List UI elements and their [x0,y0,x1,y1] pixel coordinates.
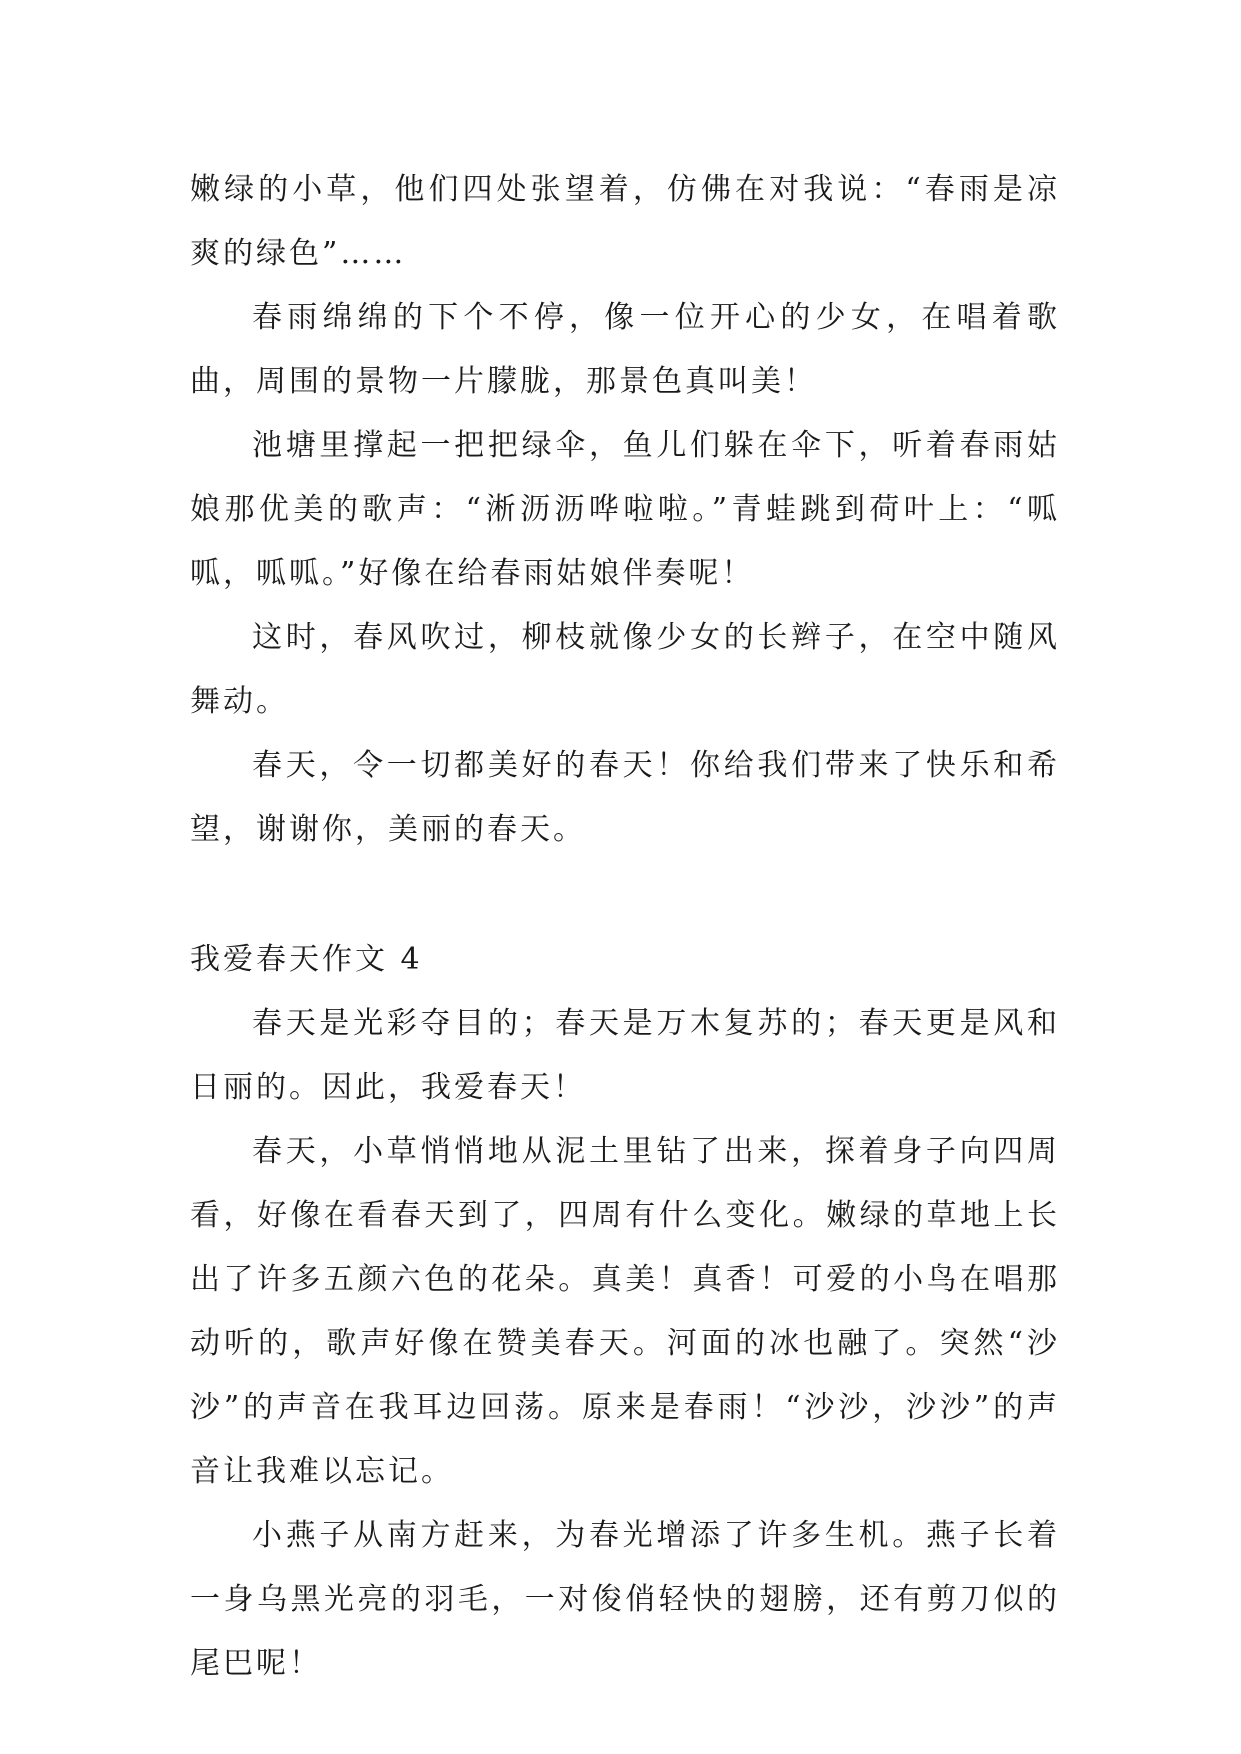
paragraph: 春天，小草悄悄地从泥土里钻了出来，探着身子向四周看，好像在看春天到了，四周有什么变化。嫩绿的草地上长出了许多五颜六色的花朵。真美！真香！可爱的小鸟在唱那动听的，歌声好像在赞美春天。河面的冰也融了。突然“沙沙”的声音在我耳边回荡。原来是春雨！“沙沙，沙沙”的声音让我难以忘记。 [190,1134,1060,1489]
paragraph: 春天是光彩夺目的；春天是万木复苏的；春天更是风和日丽的。因此，我爱春天！ [190,1006,1060,1105]
paragraph: 这时，春风吹过，柳枝就像少女的长辫子，在空中随风舞动。 [190,620,1060,719]
section-gap [190,862,1060,928]
paragraph: 池塘里撑起一把把绿伞，鱼儿们躲在伞下，听着春雨姑娘那优美的歌声：“淅沥沥哗啦啦。”青蛙跳到荷叶上：“呱呱，呱呱。”好像在给春雨姑娘伴奏呢！ [190,428,1060,591]
document-body [190,158,1060,1696]
paragraph: 春天，令一切都美好的春天！你给我们带来了快乐和希望，谢谢你，美丽的春天。 [190,748,1060,847]
paragraph-continued: 嫩绿的小草，他们四处张望着，仿佛在对我说：“春雨是凉爽的绿色”…… [190,172,1060,271]
section-title: 我爱春天作文 4 [190,942,423,977]
paragraph: 春雨绵绵的下个不停，像一位开心的少女，在唱着歌曲，周围的景物一片朦胧，那景色真叫美！ [190,300,1060,399]
paragraph: 小燕子从南方赶来，为春光增添了许多生机。燕子长着一身乌黑光亮的羽毛，一对俊俏轻快的翅膀，还有剪刀似的尾巴呢！ [190,1518,1060,1681]
